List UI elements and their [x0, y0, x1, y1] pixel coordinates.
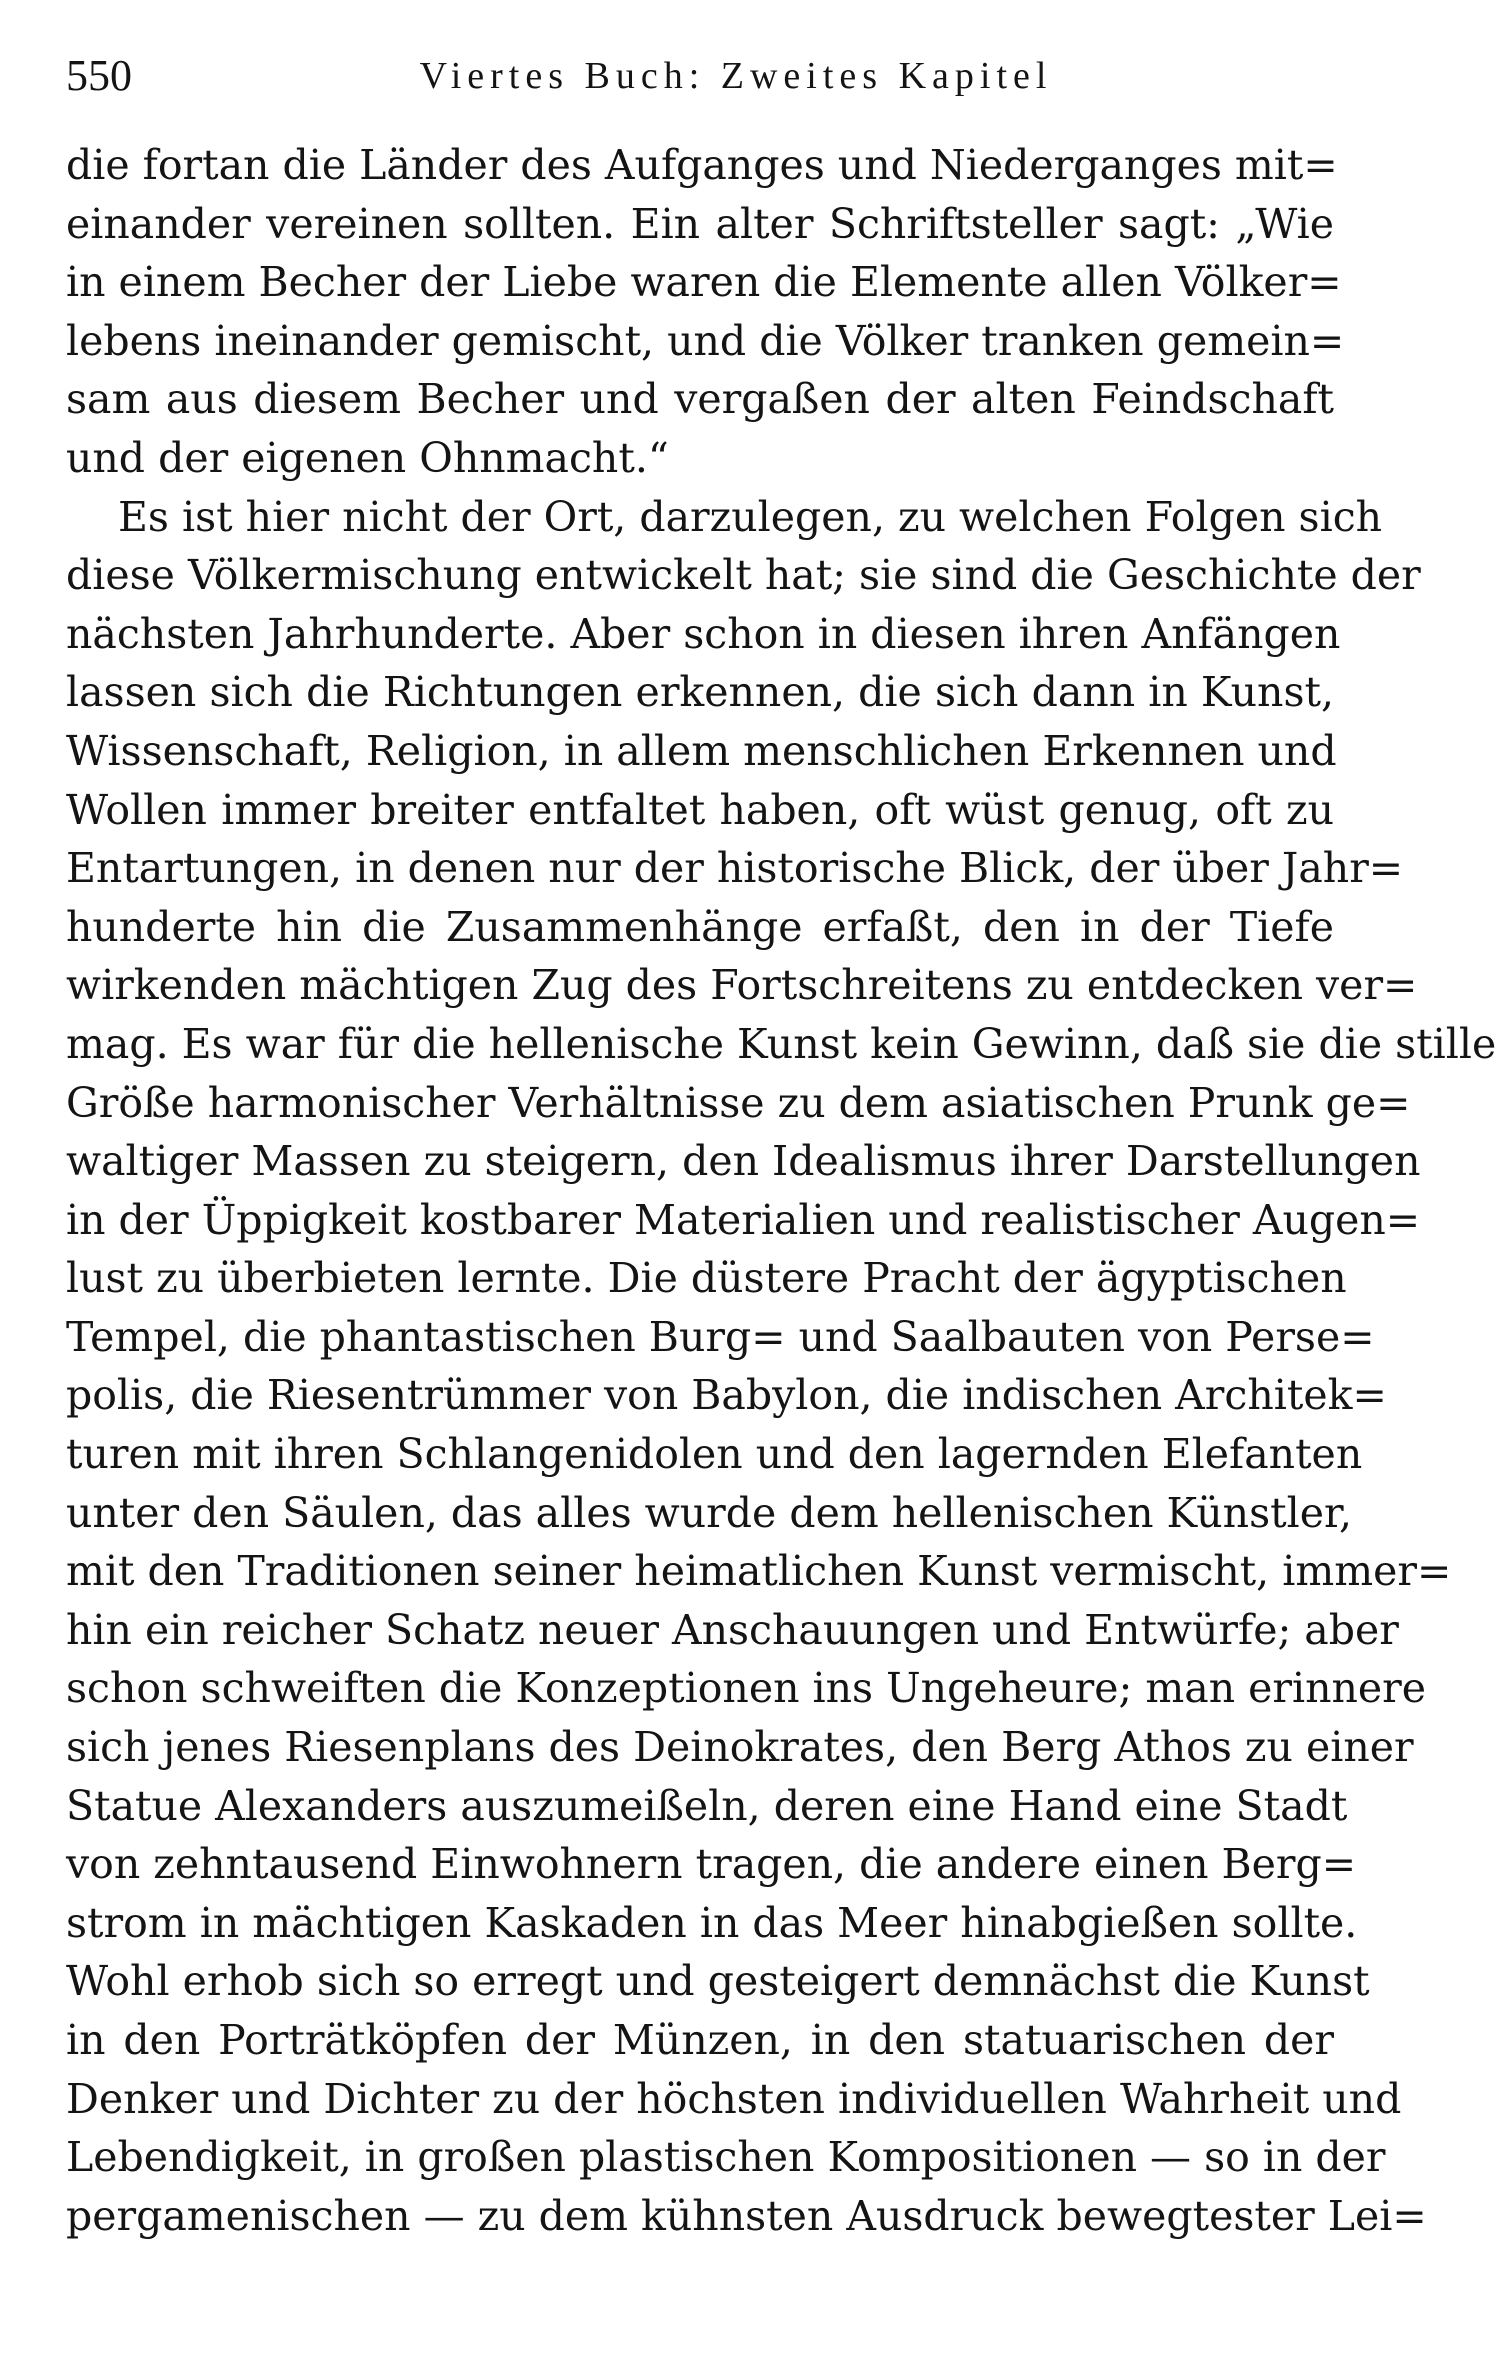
- text-line: die fortan die Länder des Aufganges und Niederganges mit=: [66, 141, 1338, 189]
- text-line: mit den Traditionen seiner heimatlichen Kunst vermischt, immer=: [66, 1547, 1452, 1596]
- text-line: Lebendigkeit, in großen plastischen Kompositionen — so in der: [66, 2133, 1386, 2182]
- text-line: pergamenischen — zu dem kühnsten Ausdruck bewegtester Lei=: [66, 2191, 1427, 2240]
- text-line: sich jenes Riesenplans des Deinokrates, den Berg Athos zu einer: [66, 1723, 1414, 1772]
- running-head: Viertes Buch: Zweites Kapitel: [419, 55, 1053, 97]
- text-line: waltiger Massen zu steigern, den Idealismus ihrer Darstellungen: [66, 1137, 1421, 1186]
- text-line: Tempel, die phantastischen Burg= und Saalbauten von Perse=: [66, 1312, 1375, 1361]
- paragraph-2: [66, 488, 1496, 2246]
- text-line: Entartungen, in denen nur der historische Blick, der über Jahr=: [66, 844, 1404, 893]
- text-line: Statue Alexanders auszumeißeln, deren eine Hand eine Stadt: [66, 1781, 1348, 1830]
- text-line: polis, die Riesentrümmer von Babylon, die indischen Architek=: [66, 1371, 1387, 1420]
- text-line: Wohl erhob sich so erregt und gesteigert demnächst die Kunst: [66, 1957, 1370, 2006]
- text-line: und der eigenen Ohnmacht.“: [66, 433, 669, 482]
- text-line: in den Porträtköpfen der Münzen, in den statuarischen der: [66, 2016, 1334, 2064]
- text-line: turen mit ihren Schlangenidolen und den lagernden Elefanten: [66, 1430, 1363, 1479]
- text-line: lebens ineinander gemischt, und die Völker tranken gemein=: [66, 316, 1345, 365]
- text-line: einander vereinen sollten. Ein alter Schriftsteller sagt: „Wie: [66, 199, 1334, 248]
- text-line: Größe harmonischer Verhältnisse zu dem asiatischen Prunk ge=: [66, 1078, 1411, 1127]
- text-line: lust zu überbieten lernte. Die düstere Pracht der ägyptischen: [66, 1254, 1347, 1303]
- text-line: wirkenden mächtigen Zug des Fortschreitens zu entdecken ver=: [66, 961, 1418, 1010]
- text-line: Wollen immer breiter entfaltet haben, oft wüst genug, oft zu: [66, 785, 1334, 834]
- text-line: unter den Säulen, das alles wurde dem hellenischen Künstler,: [66, 1488, 1353, 1537]
- text-line: Wissenschaft, Religion, in allem menschlichen Erkennen und: [66, 726, 1337, 775]
- paragraph-1: [66, 136, 1345, 488]
- text-line: sam aus diesem Becher und vergaßen der alten Feindschaft: [66, 375, 1334, 424]
- text-line: lassen sich die Richtungen erkennen, die sich dann in Kunst,: [66, 668, 1334, 717]
- text-line: in einem Becher der Liebe waren die Elemente allen Völker=: [66, 258, 1342, 307]
- text-line: hin ein reicher Schatz neuer Anschauungen und Entwürfe; aber: [66, 1605, 1399, 1654]
- text-line: von zehntausend Einwohnern tragen, die andere einen Berg=: [66, 1840, 1357, 1889]
- body-text: [66, 136, 1496, 2245]
- page-number: 550: [66, 51, 132, 100]
- text-line: strom in mächtigen Kaskaden in das Meer hinabgießen sollte.: [66, 1898, 1358, 1947]
- text-line: mag. Es war für die hellenische Kunst kein Gewinn, daß sie die stille: [66, 1019, 1496, 1068]
- page-header: [66, 38, 1334, 108]
- text-line: hunderte hin die Zusammenhänge erfaßt, den in der Tiefe: [66, 902, 1334, 951]
- text-line: diese Völkermischung entwickelt hat; sie sind die Geschichte der: [66, 551, 1421, 600]
- text-line: Es ist hier nicht der Ort, darzulegen, zu welchen Folgen sich: [118, 492, 1383, 541]
- text-line: Denker und Dichter zu der höchsten individuellen Wahrheit und: [66, 2074, 1402, 2123]
- text-line: schon schweiften die Konzeptionen ins Ungeheure; man erinnere: [66, 1664, 1427, 1713]
- text-line: nächsten Jahrhunderte. Aber schon in diesen ihren Anfängen: [66, 609, 1341, 658]
- text-line: in der Üppigkeit kostbarer Materialien und realistischer Augen=: [66, 1195, 1421, 1244]
